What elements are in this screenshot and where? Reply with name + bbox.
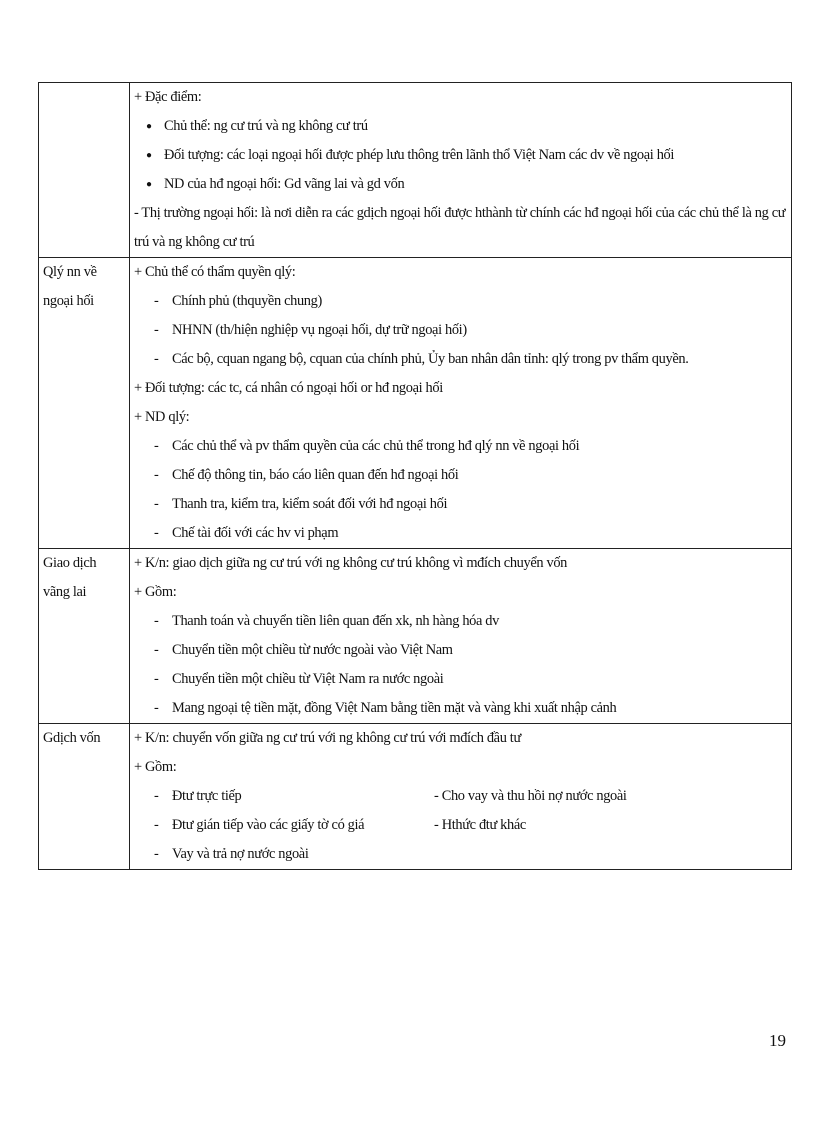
- list-item: [134, 607, 787, 636]
- list-item: [134, 782, 434, 811]
- list-item-text: Chuyển tiền một chiều từ Việt Nam ra nước ngoài: [172, 671, 444, 687]
- current-cell: [130, 549, 792, 724]
- list-item: [134, 461, 787, 490]
- list-item-text: Chế độ thông tin, báo cáo liên quan đến hđ ngoại hối: [172, 467, 459, 483]
- list-item: [134, 490, 787, 519]
- list-item: [134, 811, 434, 840]
- dash-icon: -: [154, 351, 159, 367]
- bullet-icon: ●: [146, 121, 152, 132]
- list-item: [134, 636, 787, 665]
- dash-icon: -: [154, 467, 159, 483]
- dash-icon: -: [154, 700, 159, 716]
- row-label-line: Gdịch vốn: [43, 730, 101, 746]
- list-item-text: Thanh tra, kiểm tra, kiểm soát đối với hđ ngoại hối: [172, 496, 448, 512]
- list-item: [134, 316, 787, 345]
- table-row-capital: [39, 724, 792, 870]
- object-line: + Đối tượng: các tc, cá nhân có ngoại hối or hđ ngoại hối: [134, 380, 443, 396]
- row-label-line: vãng lai: [43, 584, 87, 600]
- two-column-row: [134, 811, 787, 840]
- list-item: [134, 287, 787, 316]
- authority-title: + Chủ thể có thẩm quyền qlý:: [134, 264, 296, 280]
- dash-icon: -: [154, 613, 159, 629]
- table-row-management: [39, 258, 792, 549]
- list-item-text: ND của hđ ngoại hối: Gd vãng lai và gd vốn: [164, 176, 405, 192]
- page-number: 19: [769, 1031, 786, 1050]
- table-row-features: [39, 83, 792, 258]
- row-label-current: [39, 549, 130, 724]
- list-item-text: Chế tài đối với các hv vi phạm: [172, 525, 339, 541]
- capital-definition: + K/n: chuyển vốn giữa ng cư trú với ng không cư trú với mđích đầu tư: [134, 730, 521, 746]
- current-includes-title: + Gồm:: [134, 584, 177, 600]
- dash-icon: -: [154, 525, 159, 541]
- list-item: - Cho vay và thu hồi nợ nước ngoài: [434, 788, 627, 804]
- capital-includes-title: + Gồm:: [134, 759, 177, 775]
- dash-icon: -: [154, 438, 159, 454]
- list-item-text: Mang ngoại tệ tiền mặt, đồng Việt Nam bằng tiền mặt và vàng khi xuất nhập cảnh: [172, 700, 617, 716]
- table-row-current: [39, 549, 792, 724]
- market-definition: - Thị trường ngoại hối: là nơi diễn ra các gdịch ngoại hối được hthành từ chính các hđ ngoại hối của các chủ thể là ng cư trú và ng không cư trú: [134, 205, 786, 250]
- dash-icon: -: [154, 293, 159, 309]
- dash-icon: -: [154, 817, 159, 833]
- list-item-text: Đtư trực tiếp: [172, 788, 242, 804]
- list-item-text: Thanh toán và chuyển tiền liên quan đến xk, nh hàng hóa dv: [172, 613, 499, 629]
- dash-icon: -: [154, 322, 159, 338]
- dash-icon: -: [154, 642, 159, 658]
- list-item: [134, 112, 787, 141]
- features-cell: [130, 83, 792, 258]
- list-item-text: Chính phủ (thquyền chung): [172, 293, 322, 309]
- list-item-text: Các bộ, cquan ngang bộ, cquan của chính phủ, Ủy ban nhân dân tỉnh: qlý trong pv thẩm quyền.: [172, 351, 689, 367]
- row-label-empty: [39, 83, 130, 258]
- list-item-text: Vay và trả nợ nước ngoài: [172, 846, 309, 862]
- row-label-line: Qlý nn về: [43, 264, 97, 280]
- list-item: [134, 694, 787, 723]
- list-item: [134, 665, 787, 694]
- management-cell: [130, 258, 792, 549]
- two-column-row: [134, 782, 787, 811]
- current-definition: + K/n: giao dịch giữa ng cư trú với ng không cư trú không vì mđích chuyển vốn: [134, 555, 568, 571]
- content-table: [38, 82, 792, 870]
- row-label-line: ngoại hối: [43, 293, 94, 309]
- list-item-text: NHNN (th/hiện nghiệp vụ ngoại hối, dự trữ ngoại hối): [172, 322, 467, 338]
- list-item: [134, 141, 787, 170]
- content-title: + ND qlý:: [134, 409, 190, 425]
- list-item: [134, 432, 787, 461]
- features-title: + Đặc điểm:: [134, 89, 202, 105]
- list-item-text: Chủ thể: ng cư trú và ng không cư trú: [164, 118, 368, 134]
- list-item-text: Đối tượng: các loại ngoại hối được phép lưu thông trên lãnh thổ Việt Nam các dv về ngoại hối: [164, 147, 675, 163]
- list-item-text: Các chủ thể và pv thẩm quyền của các chủ thể trong hđ qlý nn về ngoại hối: [172, 438, 580, 454]
- row-label-capital: [39, 724, 130, 870]
- capital-cell: [130, 724, 792, 870]
- bullet-icon: ●: [146, 179, 152, 190]
- row-label-line: Giao dịch: [43, 555, 97, 571]
- dash-icon: -: [154, 788, 159, 804]
- list-item-text: Đtư gián tiếp vào các giấy tờ có giá: [172, 817, 365, 833]
- bullet-icon: ●: [146, 150, 152, 161]
- list-item: [134, 519, 787, 548]
- list-item: - Hthức đtư khác: [434, 817, 526, 833]
- list-item-text: Chuyển tiền một chiều từ nước ngoài vào Việt Nam: [172, 642, 453, 658]
- list-item: [134, 345, 787, 374]
- dash-icon: -: [154, 846, 159, 862]
- dash-icon: -: [154, 496, 159, 512]
- list-item: [134, 840, 787, 869]
- list-item: [134, 170, 787, 199]
- row-label-management: [39, 258, 130, 549]
- dash-icon: -: [154, 671, 159, 687]
